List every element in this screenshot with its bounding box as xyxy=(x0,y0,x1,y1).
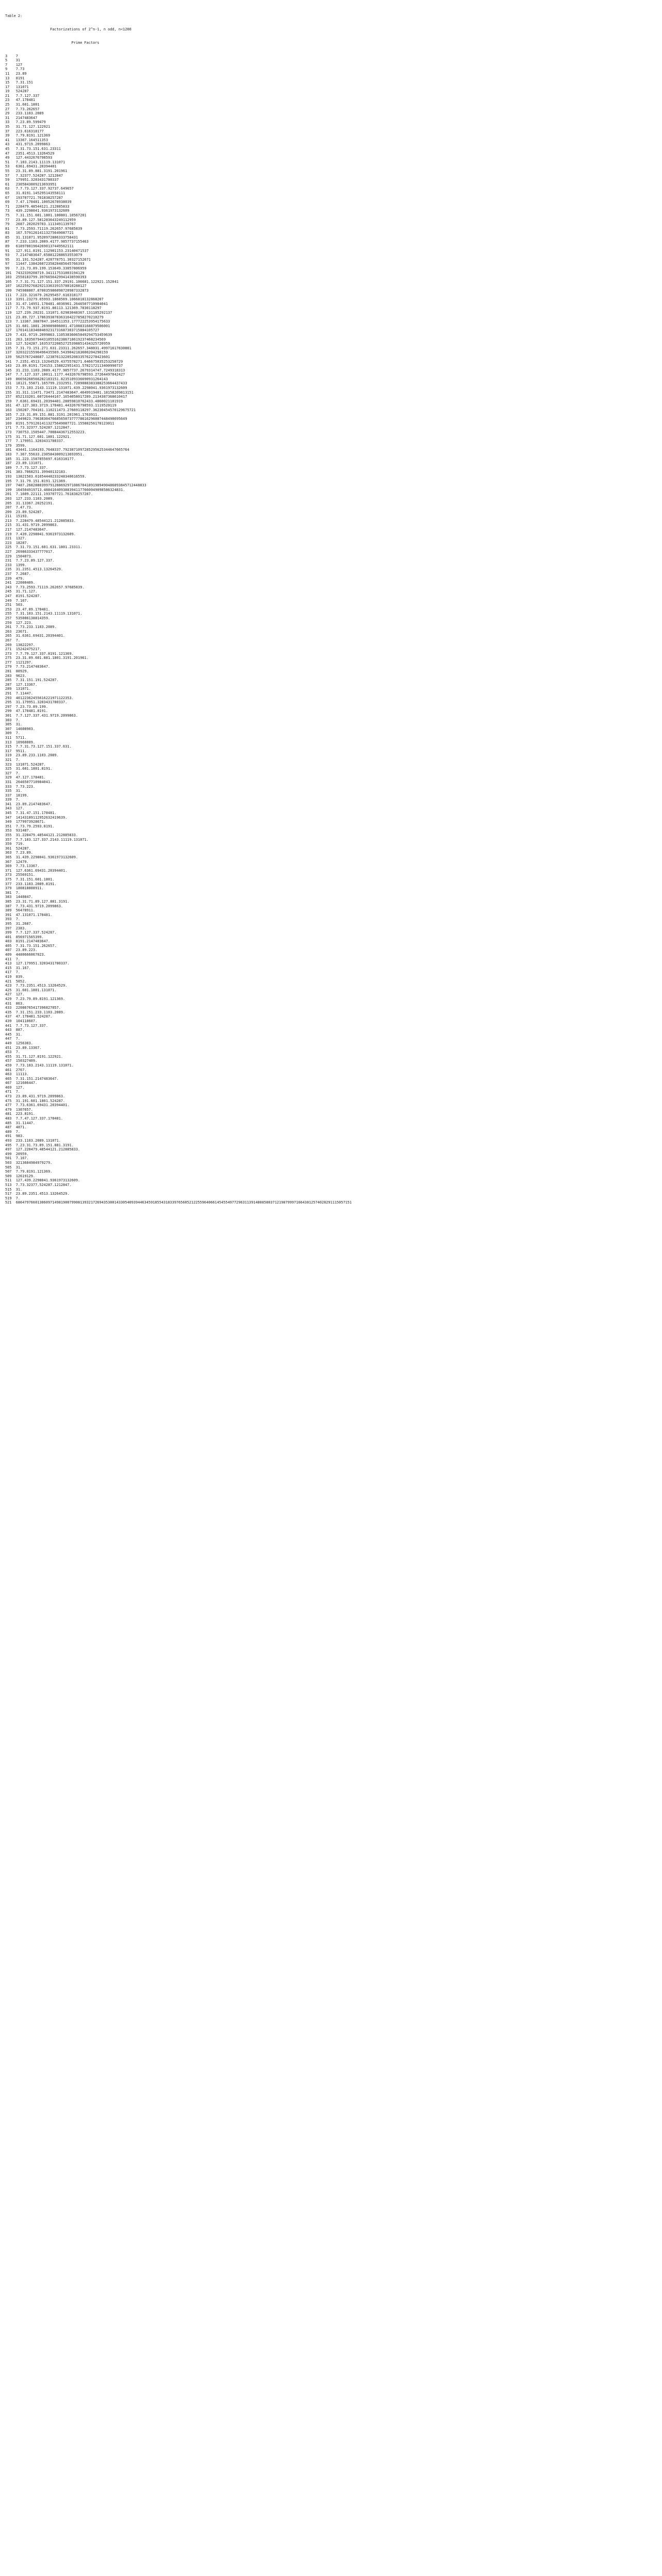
factorization-row: 221 1327. xyxy=(5,536,27,541)
factorization-row: 467 121606447. xyxy=(5,1081,38,1086)
factorization-row: 267 7. xyxy=(5,638,21,642)
factorization-row: 413 127.179951.3203431780337. xyxy=(5,961,70,966)
factorization-row: 427 127. xyxy=(5,992,25,997)
factorization-row: 247 8191.524287. xyxy=(5,594,42,598)
factorization-row: 167 2349023.79638304766856507377778616296087448490695649 xyxy=(5,417,127,421)
factorization-row: 73 439.2298041.9361973132609 xyxy=(5,209,70,213)
factorization-row: 61 2305843009213693951 xyxy=(5,182,57,187)
factorization-row: 185 31.223.1587855697.616318177. xyxy=(5,456,76,461)
factorization-row: 239 479. xyxy=(5,576,25,581)
factorization-row: 113 3391.23279.65993.1868569.1066818132868207 xyxy=(5,297,104,302)
factorization-row: 107 162259276829213363391578010288127 xyxy=(5,284,87,289)
factorization-row: 379 180818808911. xyxy=(5,886,44,891)
factorization-row: 149 86656268566282183151.8235109336690931264143 xyxy=(5,377,108,381)
factorization-row: 117 7.73.79.937.8191.86113.121369.7830118297 xyxy=(5,306,102,311)
factorization-row: 371 127.6361.69431.20394401. xyxy=(5,868,68,873)
factorization-row: 175 31.71.127.601.1801.122921. xyxy=(5,434,72,439)
factorization-row: 13 8191 xyxy=(5,76,25,80)
table-title xyxy=(5,27,657,32)
factorization-row: 93 7.2147483647.658812288653553079 xyxy=(5,253,82,258)
factorization-row: 339 7. xyxy=(5,798,21,802)
factorization-row: 337 18199. xyxy=(5,793,29,798)
factorization-row: 489 7. xyxy=(5,1129,21,1134)
factorization-row: 299 47.178481.8191. xyxy=(5,709,48,714)
factorization-row: 277 1121297. xyxy=(5,660,33,665)
factorization-row: 85 31.131071.9520972806333758431 xyxy=(5,235,78,240)
factorization-row: 45 7.31.73.151.631.23311 xyxy=(5,147,61,151)
factorization-row: 381 7. xyxy=(5,890,21,895)
factorization-row: 83 167.57912614113275649087721 xyxy=(5,231,74,235)
factorization-row: 335 31. xyxy=(5,789,23,793)
factorization-row: 411 7. xyxy=(5,957,21,961)
factorization-row: 233 1399. xyxy=(5,563,27,567)
factorization-list xyxy=(5,54,657,1205)
factorization-row: 89 618970019642690137449562111 xyxy=(5,244,74,249)
factorization-row: 193 13821503.61654440233248340616559. xyxy=(5,474,87,479)
factorization-row: 331 2646507710984041. xyxy=(5,779,53,784)
factorization-row: 5 31 xyxy=(5,58,21,63)
factorization-row: 281 80929. xyxy=(5,669,29,674)
factorization-row: 253 23.47.89.178481. xyxy=(5,607,51,612)
factorization-row: 237 7.2687. xyxy=(5,572,31,576)
factorization-row: 453 7. xyxy=(5,1050,21,1055)
factorization-row: 125 31.601.1801.269089806001.4710883168879506001 xyxy=(5,324,110,328)
factorization-row: 23 47.178481 xyxy=(5,98,36,103)
factorization-row: 389 56478911. xyxy=(5,908,36,913)
factorization-row: 33 7.23.89.599479 xyxy=(5,120,46,125)
factorization-row: 51 7.103.2143.11119.131071 xyxy=(5,160,65,164)
factorization-row: 419 839. xyxy=(5,975,25,979)
factorization-row: 349 1779973928671. xyxy=(5,820,46,824)
factorization-row: 161 47.127.383.3719.178481.4432676798593.1119520119 xyxy=(5,403,117,408)
factorization-row: 473 23.89.431.9719.2099863. xyxy=(5,1094,65,1099)
factorization-row: 203 127.233.1103.2089. xyxy=(5,496,55,501)
factorization-row: 115 31.47.14951.178481.4036961.2646507710984041 xyxy=(5,301,108,306)
factorization-row: 449 1256303. xyxy=(5,1041,33,1045)
factorization-row: 493 233.1103.2089.131071. xyxy=(5,1139,61,1143)
factorization-row: 479 1307657. xyxy=(5,1107,33,1112)
factorization-row: 423 7.73.2351.4513.13264529. xyxy=(5,984,68,988)
factorization-row: 391 47.131071.178481. xyxy=(5,912,53,917)
factorization-row: 517 23.89.2351.4513.13264529. xyxy=(5,1192,70,1196)
factorization-row: 275 23.31.89.601.881.1801.3191.201961. xyxy=(5,656,89,660)
factorization-row: 179 3599. xyxy=(5,443,27,448)
factorization-row: 357 7.7.103.127.337.2143.11119.131071. xyxy=(5,837,89,842)
factorization-row: 327 7. xyxy=(5,771,21,775)
factorization-row: 319 23.89.233.1103.2089. xyxy=(5,753,59,758)
factorization-row: 501 7.167. xyxy=(5,1156,29,1161)
factorization-row: 97 11447.13842607235828485645766393 xyxy=(5,262,85,266)
factorization-row: 159 7.6361.69431.20394401.28059810762433.4860021101919 xyxy=(5,399,123,403)
factorization-row: 345 7.31.47.151.178481. xyxy=(5,811,57,816)
factorization-row: 385 23.31.71.89.127.881.3191. xyxy=(5,899,70,904)
factorization-row: 443 887. xyxy=(5,1028,25,1032)
factorization-row: 25 31.601.1801 xyxy=(5,103,40,107)
factorization-row: 209 23.89.524287. xyxy=(5,510,44,514)
factorization-row: 59 179951.3203431780337 xyxy=(5,178,59,182)
subtitle-indent xyxy=(5,41,72,45)
factorization-row: 351 7.73.79.2593.8191. xyxy=(5,824,55,828)
factorization-row: 41 13367.164511353 xyxy=(5,138,48,142)
factorization-row: 223 18287. xyxy=(5,540,29,545)
factorization-row: 323 131071.524287. xyxy=(5,762,46,767)
factorization-row: 197 7487.26828803997912886929710867041891989490486893845712448833 xyxy=(5,483,146,488)
factorization-row: 273 7.7.79.127.337.8191.121369. xyxy=(5,651,74,656)
factorization-row: 65 31.8191.145295143558111 xyxy=(5,191,65,195)
factorization-row: 369 7.73.13367. xyxy=(5,864,40,869)
factorization-row: 293 40122362455616221971122353. xyxy=(5,696,74,700)
factorization-row: 347 14143189112952632419639. xyxy=(5,815,68,820)
factorization-row: 399 7.7.127.337.524287. xyxy=(5,930,57,935)
factorization-row: 483 7.7.47.127.337.178481. xyxy=(5,1116,63,1121)
factorization-row: 341 23.89.2147483647. xyxy=(5,802,53,806)
factorization-row: 129 7.431.9719.2099863.11053036065049294753459639 xyxy=(5,332,112,337)
factorization-row: 245 31.71.127. xyxy=(5,589,38,594)
factorization-row: 109 745988807.870035986098720987332873 xyxy=(5,289,89,293)
factorization-row: 465 7.31.151.2147483647. xyxy=(5,1076,59,1081)
factorization-row: 19 524287 xyxy=(5,89,29,94)
factorization-row: 441 7.7.73.127.337. xyxy=(5,1023,48,1028)
factorization-row: 393 7. xyxy=(5,917,21,922)
factorization-row: 141 7.2351.4513.13264529.4375578271.646675035253258729 xyxy=(5,359,123,364)
factorization-row: 7 127 xyxy=(5,62,23,67)
factorization-row: 433 22086765417396827057. xyxy=(5,1006,61,1010)
factorization-row: 435 7.31.151.233.1103.2089. xyxy=(5,1010,65,1014)
factorization-row: 75 7.31.151.601.1801.100801.10567201 xyxy=(5,213,87,217)
factorization-row: 55 23.31.89.881.3191.201961 xyxy=(5,168,68,173)
factorization-row: 365 31.439.2298041.9361973132609. xyxy=(5,855,78,859)
factorization-row: 21 7.7.127.337 xyxy=(5,93,40,98)
factorization-row: 505 31. xyxy=(5,1165,23,1170)
factorization-row: 205 31.13367.20252191. xyxy=(5,501,55,505)
factorization-row: 343 127. xyxy=(5,806,25,811)
factorization-row: 135 7.31.73.151.271.631.23311.262657.348031.49971617830801 xyxy=(5,346,131,350)
factorization-row: 29 233.1103.2089 xyxy=(5,111,44,116)
factorization-row: 439 104110607. xyxy=(5,1019,38,1023)
factorization-row: 457 150327409. xyxy=(5,1059,38,1063)
factorization-row: 69 7.47.178481.10052678938039 xyxy=(5,200,72,205)
factorization-row: 291 7.11447. xyxy=(5,691,33,696)
factorization-row: 397 2383. xyxy=(5,926,27,930)
factorization-row: 425 31.601.1801.131071. xyxy=(5,988,57,992)
factorization-row: 403 8191.2147483647. xyxy=(5,939,51,944)
factorization-row: 495 7.23.31.73.89.151.881.3191. xyxy=(5,1143,74,1147)
factorization-row: 279 7.73.2147483647. xyxy=(5,665,51,669)
factorization-row: 503 3213684984979279. xyxy=(5,1160,53,1165)
factorization-row: 189 7.7.73.127.337. xyxy=(5,465,48,470)
factorization-row: 355 31.228479.48544121.212885833. xyxy=(5,833,78,838)
factorization-row: 451 23.89.13367. xyxy=(5,1045,42,1050)
factorization-row: 199 164504919713.4884164093883941177660049098586324831. xyxy=(5,487,125,492)
factorization-row: 289 131071. xyxy=(5,687,31,691)
factorization-row: 155 31.311.11471.73471.2147483647.4649919401.18158209813151 xyxy=(5,390,134,395)
factorization-row: 71 228479.48544121.212885833 xyxy=(5,204,70,209)
factorization-row: 119 127.239.20231.131071.62983048367.131105292137 xyxy=(5,310,112,315)
factorization-row: 313 10960009. xyxy=(5,740,36,744)
factorization-row: 35 31.71.127.122921 xyxy=(5,125,51,129)
factorization-row: 519 7. xyxy=(5,1196,21,1200)
factorization-row: 477 7.73.6361.69431.20394401. xyxy=(5,1103,70,1108)
factorization-row: 287 127.13367. xyxy=(5,682,38,687)
factorization-row: 201 7.1609.22111.193707721.761838257287. xyxy=(5,492,93,497)
factorization-row: 17 131071 xyxy=(5,84,29,89)
factorization-row: 329 47.127.178481. xyxy=(5,775,46,780)
factorization-row: 461 2767. xyxy=(5,1067,27,1072)
factorization-row: 469 127. xyxy=(5,1085,25,1090)
factorization-row: 259 127.223. xyxy=(5,620,33,625)
factorization-row: 225 7.31.73.151.601.631.1801.23311. xyxy=(5,545,82,550)
document xyxy=(5,5,657,1210)
factorization-row: 241 22000409. xyxy=(5,581,36,585)
factorization-row: 251 503. xyxy=(5,603,25,607)
factorization-row: 57 7.32377.524287.1212847 xyxy=(5,173,63,178)
factorization-row: 303 7. xyxy=(5,718,21,722)
title-indent xyxy=(5,27,50,31)
factorization-row: 27 7.73.262657 xyxy=(5,107,40,111)
factorization-row: 47 2351.4513.13264529 xyxy=(5,151,55,156)
factorization-row: 261 7.73.233.1103.2089. xyxy=(5,625,57,630)
factorization-row: 431 863. xyxy=(5,1001,25,1006)
factorization-row: 9 7.73 xyxy=(5,67,25,72)
factorization-row: 377 233.1103.2089.8191. xyxy=(5,882,57,886)
factorization-row: 101 7432339208719.341117531003194129 xyxy=(5,270,85,275)
title-main: Factorizations of 2^n-1, n odd, n<1200 xyxy=(50,27,131,31)
factorization-row: 305 31. xyxy=(5,722,23,727)
factorization-row: 211 15193. xyxy=(5,514,29,519)
factorization-row: 147 7.7.127.337.10011.1177.4432676798593.27264497842427 xyxy=(5,372,125,377)
factorization-row: 387 7.73.431.9719.2099863. xyxy=(5,904,63,908)
factorization-row: 207 7.47.73. xyxy=(5,505,33,510)
factorization-row: 139 5625767248687.123876132205208335762278423601 xyxy=(5,354,110,359)
factorization-row: 169 8191.57912614113275649087721.15588256178123011 xyxy=(5,421,114,426)
title-sub: Prime Factors xyxy=(71,40,100,45)
factorization-row: 375 7.31.151.601.1801. xyxy=(5,877,55,882)
factorization-row: 171 7.73.32377.524287.1212847. xyxy=(5,426,72,430)
factorization-row: 283 9623. xyxy=(5,673,27,678)
factorization-row: 99 7.23.73.89.199.153649.33057806959 xyxy=(5,266,87,271)
factorization-row: 265 31.6361.69431.20394401. xyxy=(5,634,65,638)
factorization-row: 49 127.4432676798593 xyxy=(5,156,53,160)
factorization-row: 215 31.431.9719.2099863. xyxy=(5,523,59,528)
factorization-row: 297 7.23.73.89.199. xyxy=(5,704,48,709)
factorization-row: 183 7.367.55633.2305843009213693951. xyxy=(5,452,85,456)
factorization-row: 157 852133201.60726444167.1654058017289.2134387368610417 xyxy=(5,395,127,399)
factorization-row: 43 431.9719.2099863 xyxy=(5,142,51,147)
factorization-row: 131 263.10350794431055162386718619237468234569 xyxy=(5,337,106,342)
factorization-row: 415 31.167. xyxy=(5,965,31,970)
factorization-row: 333 7.73.223. xyxy=(5,784,36,789)
factorization-row: 145 31.233.1103.2089.4177.9857737.2679314747.7249318313 xyxy=(5,368,125,372)
factorization-row: 67 193707721.761838257287 xyxy=(5,195,63,200)
factorization-row: 143 23.89.8191.724153.158822951431.5782172113400990737 xyxy=(5,364,123,368)
factorization-row: 309 7. xyxy=(5,731,21,736)
factorization-row: 417 7. xyxy=(5,970,21,975)
factorization-row: 401 856971565399. xyxy=(5,935,44,939)
factorization-row: 103 2550183799.3976656429941438590393 xyxy=(5,275,87,280)
factorization-row: 123 7.13367.3887047.164511353.177722253954175633 xyxy=(5,319,110,324)
factorization-row: 395 31.2687. xyxy=(5,921,33,926)
factorization-row: 187 23.89.131071. xyxy=(5,461,44,466)
factorization-row: 459 7.73.103.2143.11119.131071. xyxy=(5,1063,74,1067)
factorization-row: 173 730753.1505447.70084436712553223. xyxy=(5,430,87,434)
factorization-row: 53 6361.69431.20394401 xyxy=(5,164,57,169)
factorization-row: 165 7.23.31.89.151.881.3191.201961.1763911. xyxy=(5,412,100,417)
factorization-row: 229 1504073. xyxy=(5,554,33,558)
table-label: Table 2: xyxy=(5,14,23,19)
factorization-row: 151 18121.55871.165799.2332951.7289088383388253664437433 xyxy=(5,381,127,386)
factorization-row: 511 127.439.2298041.9361973132609. xyxy=(5,1178,80,1183)
factorization-row: 437 47.178481.524287. xyxy=(5,1014,53,1019)
factorization-row: 105 7.7.31.71.127.151.337.29191.106681.122921.152041 xyxy=(5,279,119,284)
factorization-row: 315 7.7.31.73.127.151.337.631. xyxy=(5,744,72,749)
factorization-row: 3 7 xyxy=(5,54,18,58)
factorization-row: 111 7.223.321679.26295457.616318177 xyxy=(5,293,82,297)
factorization-row: 37 223.616318177 xyxy=(5,129,44,133)
factorization-row: 39 7.79.8191.121369 xyxy=(5,133,51,138)
factorization-row: 87 7.233.1103.2089.4177.9857737155463 xyxy=(5,240,89,244)
factorization-row: 455 31.71.127.8191.122921. xyxy=(5,1054,63,1059)
factorization-row: 31 2147483647 xyxy=(5,115,38,120)
factorization-row: 409 4480666067023. xyxy=(5,953,46,957)
factorization-row: 317 9511. xyxy=(5,749,27,753)
factorization-row: 263 23671. xyxy=(5,629,29,634)
table-subtitle xyxy=(5,41,657,45)
factorization-row: 487 4871. xyxy=(5,1125,27,1130)
factorization-row: 447 7. xyxy=(5,1037,21,1041)
factorization-row: 295 31.179951.3203431780337. xyxy=(5,700,68,705)
factorization-row: 301 7.7.127.337.431.9719.2099863. xyxy=(5,714,78,718)
factorization-row: 471 7. xyxy=(5,1090,21,1094)
factorization-row: 481 223.8191. xyxy=(5,1112,36,1116)
factorization-row: 509 12619129. xyxy=(5,1174,36,1178)
factorization-row: 255 7.31.103.151.2143.11119.131071. xyxy=(5,612,82,616)
factorization-row: 195 7.31.79.151.8191.121369. xyxy=(5,479,68,483)
factorization-row: 243 7.73.2593.71119.262657.97685839. xyxy=(5,585,85,589)
factorization-row: 191 383.7068251.39940132183. xyxy=(5,470,68,474)
factorization-row: 271 15242475217. xyxy=(5,647,42,652)
factorization-row: 163 150287.704161.110211473.27669118297.36230454570129675721 xyxy=(5,408,136,413)
factorization-row: 485 31.11447. xyxy=(5,1121,36,1125)
factorization-row: 133 127.524287.163537220852725398851434325720959 xyxy=(5,342,110,346)
factorization-row: 507 7.79.8191.121369. xyxy=(5,1170,53,1174)
factorization-row: 311 5711. xyxy=(5,735,27,740)
factorization-row: 235 31.2351.4513.13264529. xyxy=(5,567,63,572)
factorization-row: 521 6864797660130609714981900799081393217269435300143305409394463459185543183397656052122559640661454554977296311391480858037121987999716643812574028291115057151 xyxy=(5,1200,352,1205)
factorization-row: 181 43441.1164193.7648337.7923871097285295625344647665764 xyxy=(5,448,129,452)
factorization-row: 445 31. xyxy=(5,1032,23,1037)
factorization-row: 213 7.228479.48544121.212885833. xyxy=(5,518,76,523)
factorization-row: 475 31.191.601.1801.524287. xyxy=(5,1098,65,1103)
factorization-row: 217 127.2147483647. xyxy=(5,528,48,532)
factorization-row: 77 23.89.127.581283643249112959 xyxy=(5,217,76,222)
factorization-row: 513 7.73.32377.524287.1212847. xyxy=(5,1182,72,1187)
factorization-row: 421 5052. xyxy=(5,979,27,984)
factorization-row: 219 7.439.2298041.9361973132609. xyxy=(5,532,76,536)
factorization-row: 11 23.89 xyxy=(5,71,27,76)
factorization-row: 405 7.31.73.151.262657. xyxy=(5,943,57,948)
factorization-row: 363 7.23.89. xyxy=(5,851,33,855)
factorization-row: 353 931487. xyxy=(5,828,31,833)
factorization-row: 321 7. xyxy=(5,757,21,762)
factorization-row: 367 12479. xyxy=(5,859,29,864)
factorization-row: 269 13822297. xyxy=(5,642,36,647)
factorization-row: 257 535006138814359. xyxy=(5,616,51,620)
factorization-row: 121 23.89.727.1786393878363164227858270210279 xyxy=(5,315,104,319)
factorization-row: 499 20959. xyxy=(5,1151,29,1156)
factorization-row: 383 1440847. xyxy=(5,895,33,900)
factorization-row: 153 7.73.103.2143.11119.131071.439.2298041.9361973132609 xyxy=(5,386,127,391)
factorization-row: 63 7.7.73.127.337.92737.649657 xyxy=(5,187,74,191)
factorization-row: 497 127.228479.48544121.212885833. xyxy=(5,1147,80,1152)
factorization-row: 429 7.23.79.89.8191.121369. xyxy=(5,997,65,1001)
factorization-row: 15 7.31.151 xyxy=(5,80,33,85)
factorization-row: 79 2687.202029703.1113491139767 xyxy=(5,222,76,227)
factorization-row: 249 7.167. xyxy=(5,598,29,603)
factorization-row: 463 11113. xyxy=(5,1072,29,1077)
factorization-row: 491 983. xyxy=(5,1134,25,1139)
factorization-row: 307 14608903. xyxy=(5,726,36,731)
factorization-row: 137 32032215596496435569.5439042183600204290159 xyxy=(5,350,108,355)
factorization-row: 81 7.73.2593.71119.262657.97685839 xyxy=(5,226,82,231)
factorization-row: 91 127.911.8191.112901153.23140471537 xyxy=(5,248,89,253)
factorization-row: 407 23.89.223. xyxy=(5,948,38,953)
factorization-row: 325 31.601.1801.8191. xyxy=(5,767,53,771)
factorization-row: 285 7.31.151.191.524287. xyxy=(5,678,59,683)
factorization-row: 127 170141183460469231731687303715884105727 xyxy=(5,328,100,333)
factorization-row: 515 31. xyxy=(5,1187,23,1192)
factorization-row: 361 524287. xyxy=(5,846,31,851)
factorization-row: 373 25569151. xyxy=(5,873,36,877)
factorization-row: 227 26986333437777017. xyxy=(5,550,55,554)
factorization-row: 177 7.179951.3203431780337. xyxy=(5,439,65,444)
factorization-row: 231 7.7.23.89.127.337. xyxy=(5,558,55,563)
factorization-row: 359 719. xyxy=(5,842,25,846)
factorization-row: 95 31.191.524287.420778751.30327152671 xyxy=(5,257,91,262)
